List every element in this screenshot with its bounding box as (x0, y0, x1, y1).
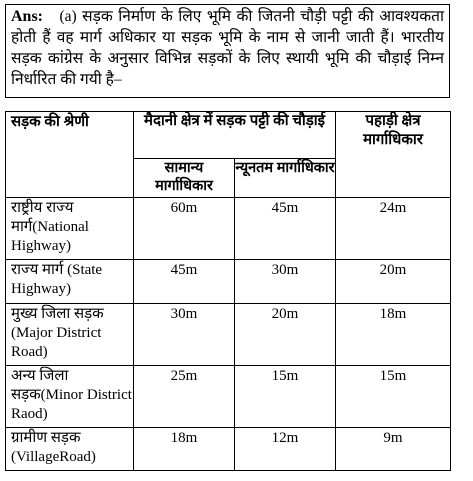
table-row (6, 198, 451, 260)
row-category: अन्य जिला सड़क(Minor District Raod) (6, 366, 134, 428)
header-minimum-row: न्यूनतम मार्गाधिकार (235, 159, 336, 198)
row-hilly-width: 24m (336, 198, 451, 260)
row-category: राज्य मार्ग (State Highway) (6, 260, 134, 304)
row-normal-width: 25m (134, 366, 235, 428)
answer-box (5, 4, 450, 98)
table-row (6, 304, 451, 366)
header-row (6, 112, 451, 159)
row-minimum-width: 45m (235, 198, 336, 260)
row-minimum-width: 15m (235, 366, 336, 428)
row-normal-width: 18m (134, 428, 235, 471)
row-minimum-width: 30m (235, 260, 336, 304)
row-hilly-width: 15m (336, 366, 451, 428)
row-normal-width: 30m (134, 304, 235, 366)
header-hilly-area: पहाड़ी क्षेत्र मार्गाधिकार (336, 112, 451, 198)
row-hilly-width: 20m (336, 260, 451, 304)
road-width-table (5, 111, 451, 471)
row-normal-width: 60m (134, 198, 235, 260)
table-row (6, 260, 451, 304)
header-normal-row: सामान्य मार्गाधिकार (134, 159, 235, 198)
header-category: सड़क की श्रेणी (6, 112, 134, 198)
answer-label: Ans: (11, 8, 44, 25)
table-row (6, 366, 451, 428)
row-category: मुख्य जिला सड़क (Major District Road) (6, 304, 134, 366)
header-plain-area: मैदानी क्षेत्र में सड़क पट्टी की चौड़ाई (134, 112, 336, 159)
table-row (6, 428, 451, 471)
row-normal-width: 45m (134, 260, 235, 304)
row-category: ग्रामीण सड़क (VillageRoad) (6, 428, 134, 471)
answer-text: (a) सड़क निर्माण के लिए भूमि की जितनी चौड़ी पट्टी की आवश्यकता होती हैं वह मार्ग अधिकार या सड़क भूमि के नाम से जानी जाती हैं। भारतीय सड़क कांग्रेस के अनुसार विभिन्न सड़कों के लिए स्थायी भूमि की चौड़ाई निम्न निर्धारित की गयी है– (11, 8, 445, 88)
row-hilly-width: 9m (336, 428, 451, 471)
row-category: राष्ट्रीय राज्य मार्ग(National Highway) (6, 198, 134, 260)
row-minimum-width: 12m (235, 428, 336, 471)
row-hilly-width: 18m (336, 304, 451, 366)
row-minimum-width: 20m (235, 304, 336, 366)
